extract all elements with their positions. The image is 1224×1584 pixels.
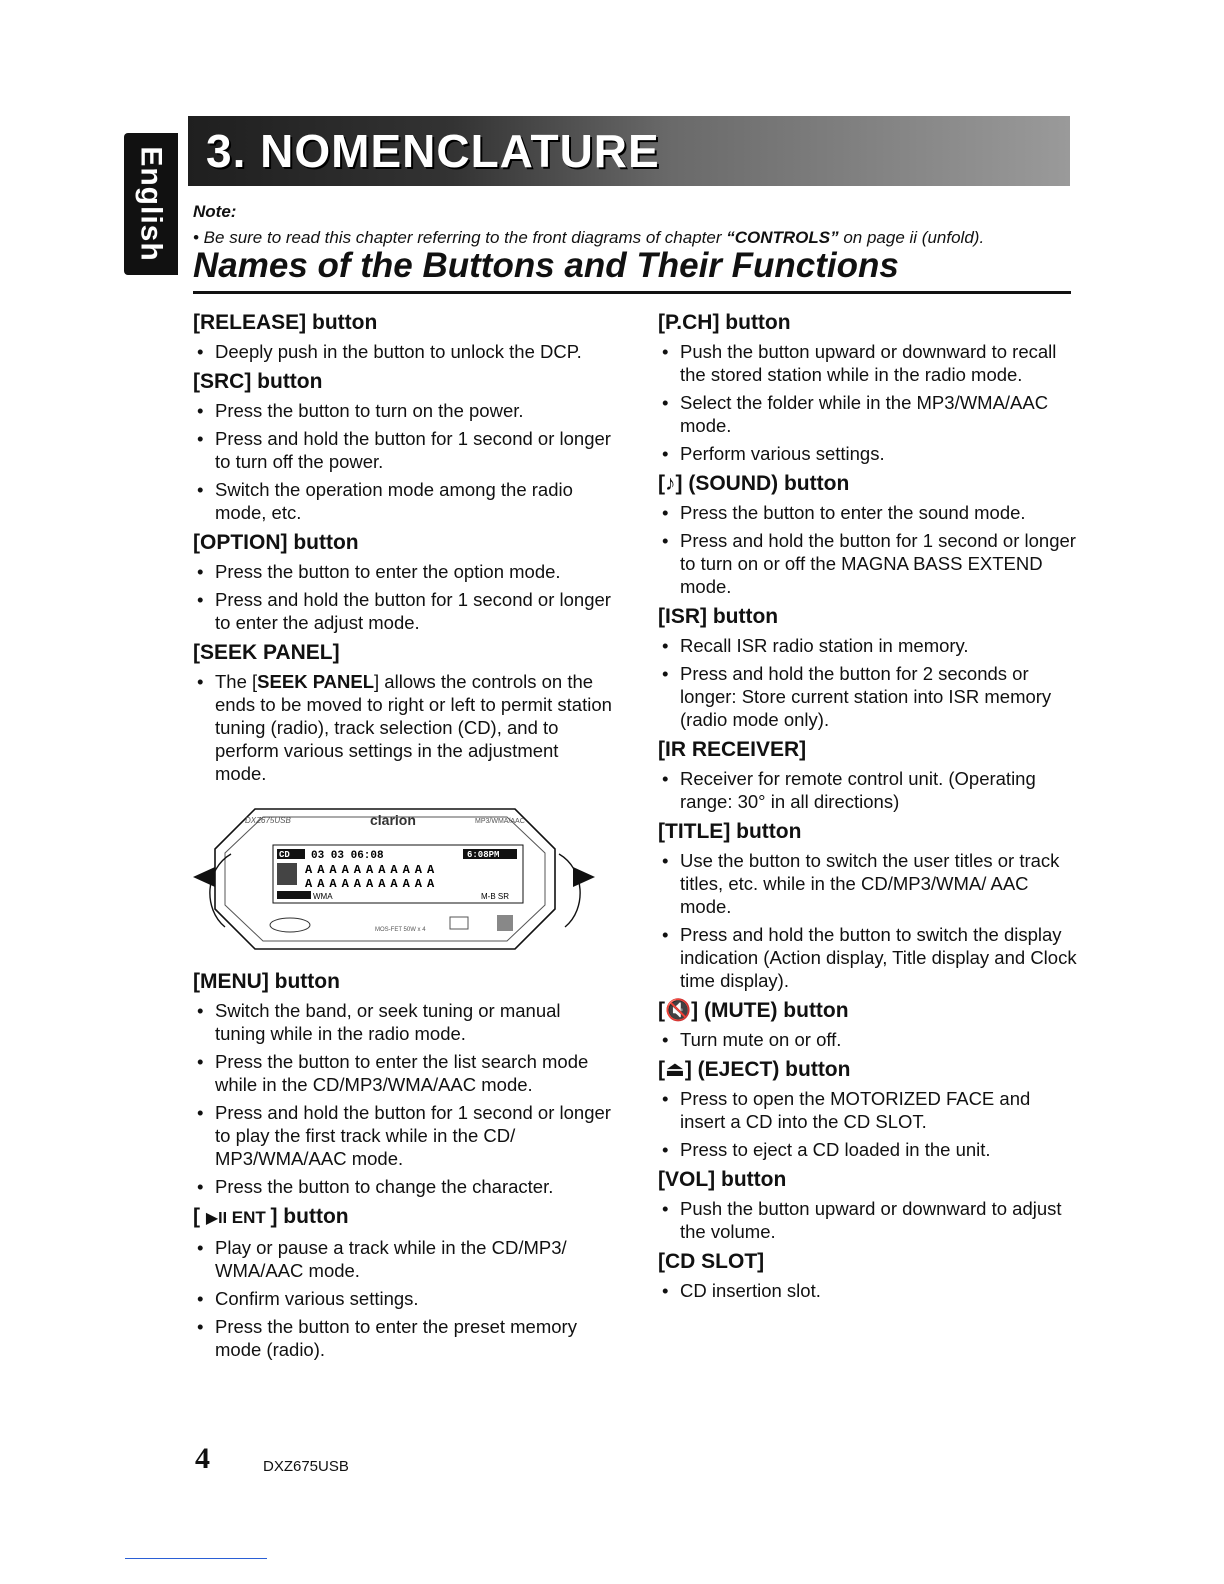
item-ent	[193, 1204, 613, 1361]
title-suffix: ] button	[270, 1205, 349, 1228]
item-title: [♪] (SOUND) button	[658, 472, 850, 495]
svg-text:03 03 06:08: 03 03 06:08	[311, 850, 384, 862]
item-bullet: • Press the button to turn on the power.	[193, 399, 613, 422]
item-bullet: • Press the button to change the character.	[193, 1175, 613, 1198]
item-title: [ISR] button	[658, 605, 779, 628]
item-bullet: • Press the button to enter the list search mode while in the CD/MP3/WMA/AAC mode.	[193, 1050, 613, 1096]
item-sound	[658, 471, 1078, 598]
item-title: [⏏] (EJECT) button	[658, 1058, 851, 1081]
item-bullet: • Recall ISR radio station in memory.	[658, 634, 1078, 657]
item-title-button	[658, 819, 1078, 992]
section-title: Names of the Buttons and Their Functions	[193, 246, 899, 285]
item-bullet: • Push the button upward or downward to adjust the volume.	[658, 1197, 1078, 1243]
item-bullet: • Use the button to switch the user titles or track titles, etc. while in the CD/MP3/WMA/ AAC mode.	[658, 849, 1078, 918]
item-bullet: • Play or pause a track while in the CD/MP3/ WMA/AAC mode.	[193, 1236, 613, 1282]
bullet-text: The [	[215, 671, 258, 692]
item-bullet: • Press and hold the button for 1 second or longer to turn on or off the MAGNA BASS EXTEND mode.	[658, 529, 1078, 598]
item-bullet: • Press to eject a CD loaded in the unit.	[658, 1138, 1078, 1161]
svg-text:AAAAAAAAAAA: AAAAAAAAAAA	[305, 877, 440, 891]
item-bullet: • CD insertion slot.	[658, 1279, 1078, 1302]
ent-label: ENT	[227, 1208, 271, 1227]
svg-text:AAAAAAAAAAA: AAAAAAAAAAA	[305, 863, 440, 877]
item-bullet: • Press and hold the button for 1 second or longer to enter the adjust mode.	[193, 588, 613, 634]
svg-text:6:08PM: 6:08PM	[467, 850, 500, 860]
left-column	[193, 310, 613, 1367]
item-title: [RELEASE] button	[193, 311, 378, 334]
item-bullet: • Press the button to enter the sound mode.	[658, 501, 1078, 524]
item-title: [IR RECEIVER]	[658, 738, 807, 761]
item-release	[193, 310, 613, 363]
bullet-bold-text: SEEK PANEL	[257, 671, 375, 692]
item-option	[193, 530, 613, 634]
svg-text:DXZ675USB: DXZ675USB	[245, 816, 291, 825]
item-pch	[658, 310, 1078, 465]
item-bullet: • Press and hold the button for 1 second or longer to turn off the power.	[193, 427, 613, 473]
bullet-text: ] allows the controls on the ends to be moved to right or left to permit station tuning (radio), track selection (CD), and to perform various settings in the adjustment mode.	[215, 671, 612, 784]
svg-text:CD: CD	[279, 850, 290, 860]
item-title: [CD SLOT]	[658, 1250, 765, 1273]
play-pause-icon: ▶II	[205, 1210, 228, 1227]
title-bracket: [	[193, 1205, 206, 1228]
svg-text:MP3/WMA/AAC: MP3/WMA/AAC	[475, 818, 525, 825]
note-text-end: on page ii (unfold).	[838, 228, 985, 247]
item-bullet: • Turn mute on or off.	[658, 1028, 1078, 1051]
item-title: [P.CH] button	[658, 311, 791, 334]
faceplate-diagram	[185, 799, 605, 959]
note-text	[193, 228, 984, 248]
item-title: [🔇] (MUTE) button	[658, 999, 849, 1022]
item-title: [TITLE] button	[658, 820, 802, 843]
item-mute	[658, 998, 1078, 1051]
item-bullet	[193, 670, 613, 785]
svg-text:MOS-FET 50W x 4: MOS-FET 50W x 4	[375, 927, 426, 933]
item-cd-slot	[658, 1249, 1078, 1302]
item-seek-panel	[193, 640, 613, 785]
bottom-rule	[125, 1558, 267, 1559]
faceplate-drawing	[185, 799, 605, 959]
item-bullet: • Receiver for remote control unit. (Operating range: 30° in all directions)	[658, 767, 1078, 813]
item-title: [MENU] button	[193, 970, 340, 993]
item-bullet: • Switch the band, or seek tuning or manual tuning while in the radio mode.	[193, 999, 613, 1045]
item-bullet: • Select the folder while in the MP3/WMA/AAC mode.	[658, 391, 1078, 437]
item-title	[193, 1204, 613, 1232]
note-text-start: • Be sure to read this chapter referring to the front diagrams of chapter	[193, 228, 727, 247]
item-bullet: • Press the button to enter the option mode.	[193, 560, 613, 583]
seek-left-arrow-icon	[193, 867, 215, 887]
note-emphasis: “CONTROLS”	[726, 228, 839, 247]
model-number: DXZ675USB	[263, 1458, 349, 1475]
item-title: [VOL] button	[658, 1168, 787, 1191]
item-eject	[658, 1057, 1078, 1161]
item-bullet: • Switch the operation mode among the radio mode, etc.	[193, 478, 613, 524]
item-bullet: • Perform various settings.	[658, 442, 1078, 465]
item-src	[193, 369, 613, 524]
language-label: English	[135, 146, 168, 262]
item-bullet: • Press the button to enter the preset memory mode (radio).	[193, 1315, 613, 1361]
item-isr	[658, 604, 1078, 731]
chapter-title: 3. NOMENCLATURE	[206, 125, 660, 177]
item-title: [SEEK PANEL]	[193, 641, 340, 664]
item-title: [OPTION] button	[193, 531, 359, 554]
item-bullet: • Push the button upward or downward to recall the stored station while in the radio mode.	[658, 340, 1078, 386]
item-bullet: • Press to open the MOTORIZED FACE and insert a CD into the CD SLOT.	[658, 1087, 1078, 1133]
svg-text:WMA: WMA	[313, 892, 333, 901]
right-column	[658, 310, 1078, 1308]
item-vol	[658, 1167, 1078, 1243]
language-tab	[124, 133, 178, 275]
item-ir-receiver	[658, 737, 1078, 813]
page-number: 4	[195, 1442, 210, 1475]
note-label: Note:	[193, 202, 237, 221]
section-divider	[193, 291, 1071, 294]
seek-right-arrow-icon	[573, 867, 595, 887]
item-bullet: • Press and hold the button for 2 seconds or longer: Store current station into ISR memory (radio mode only).	[658, 662, 1078, 731]
item-bullet: • Press and hold the button to switch the display indication (Action display, Title display and Clock time display).	[658, 923, 1078, 992]
svg-text:clarion: clarion	[370, 812, 416, 828]
svg-text:M-B SR: M-B SR	[481, 892, 509, 901]
item-bullet: • Confirm various settings.	[193, 1287, 613, 1310]
item-bullet: • Deeply push in the button to unlock the DCP.	[193, 340, 613, 363]
chapter-header	[188, 116, 1070, 186]
item-menu	[193, 969, 613, 1198]
item-bullet: • Press and hold the button for 1 second or longer to play the first track while in the CD/ MP3/WMA/AAC mode.	[193, 1101, 613, 1170]
item-title: [SRC] button	[193, 370, 323, 393]
